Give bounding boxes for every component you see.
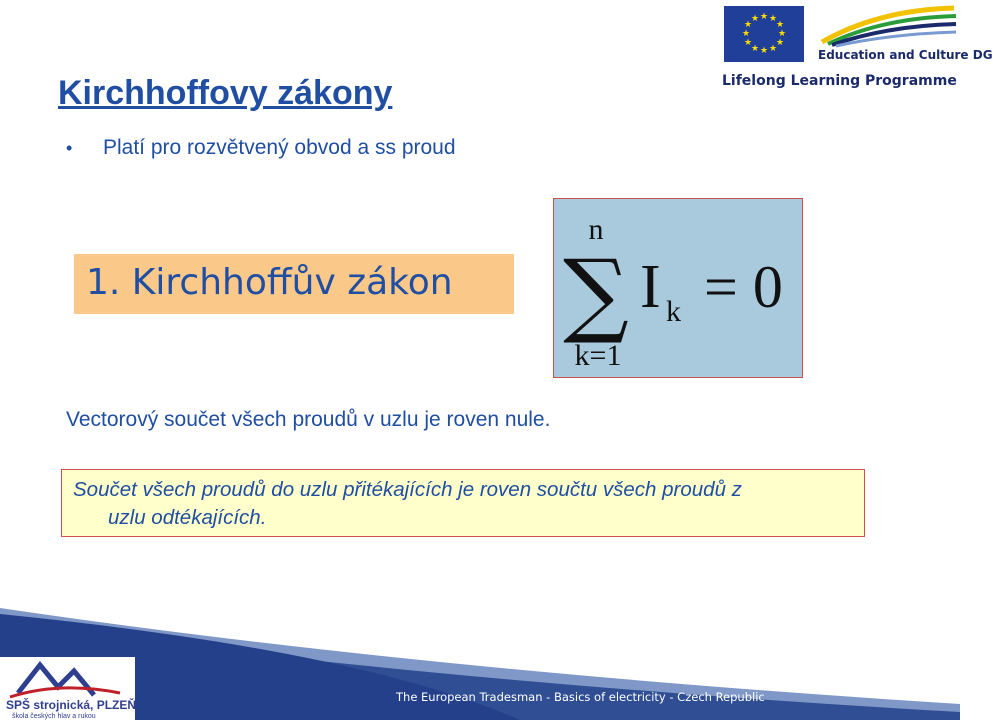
- note-line-1: Součet všech proudů do uzlu přitékajících je roven součtu všech proudů z: [73, 478, 742, 501]
- formula-box: [553, 198, 803, 378]
- sum-upper-limit: n: [588, 213, 604, 246]
- svg-text:★: ★: [768, 14, 778, 24]
- svg-text:★: ★: [743, 20, 753, 30]
- school-logo-icon: [0, 657, 135, 720]
- education-culture-logo-icon: [818, 4, 958, 46]
- footer-caption: The European Tradesman - Basics of electricity - Czech Republic: [396, 690, 765, 704]
- equals-zero: = 0: [704, 254, 783, 320]
- svg-text:★: ★: [750, 14, 760, 24]
- note-line-2: uzlu odtékajících.: [108, 506, 267, 529]
- education-culture-label: Education and Culture DG: [818, 48, 993, 62]
- school-motto: škola českých hlav a rukou: [12, 713, 96, 720]
- current-subscript: k: [666, 295, 681, 328]
- current-symbol: I: [640, 253, 661, 321]
- svg-text:★: ★: [775, 20, 785, 30]
- eu-flag-icon: [724, 6, 804, 62]
- slide-title: Kirchhoffovy zákony: [58, 74, 393, 112]
- vector-statement: Vectorový součet všech proudů v uzlu je roven nule.: [66, 408, 551, 431]
- school-name: SPŠ strojnická, PLZEŇ: [6, 698, 137, 712]
- sum-symbol: ∑: [563, 240, 629, 347]
- law-label: 1. Kirchhoffův zákon: [86, 262, 453, 303]
- svg-text:★: ★: [743, 38, 753, 48]
- svg-text:★: ★: [768, 44, 778, 54]
- svg-text:★: ★: [759, 46, 769, 56]
- svg-text:★: ★: [759, 12, 769, 22]
- bullet-icon: •: [66, 138, 73, 158]
- svg-text:★: ★: [741, 29, 751, 39]
- svg-text:★: ★: [750, 44, 760, 54]
- svg-text:★: ★: [775, 38, 785, 48]
- bullet-text: Platí pro rozvětvený obvod a ss proud: [103, 136, 456, 159]
- sum-lower-limit: k=1: [574, 339, 622, 372]
- svg-text:★: ★: [777, 29, 787, 39]
- programme-label: Lifelong Learning Programme: [722, 73, 957, 89]
